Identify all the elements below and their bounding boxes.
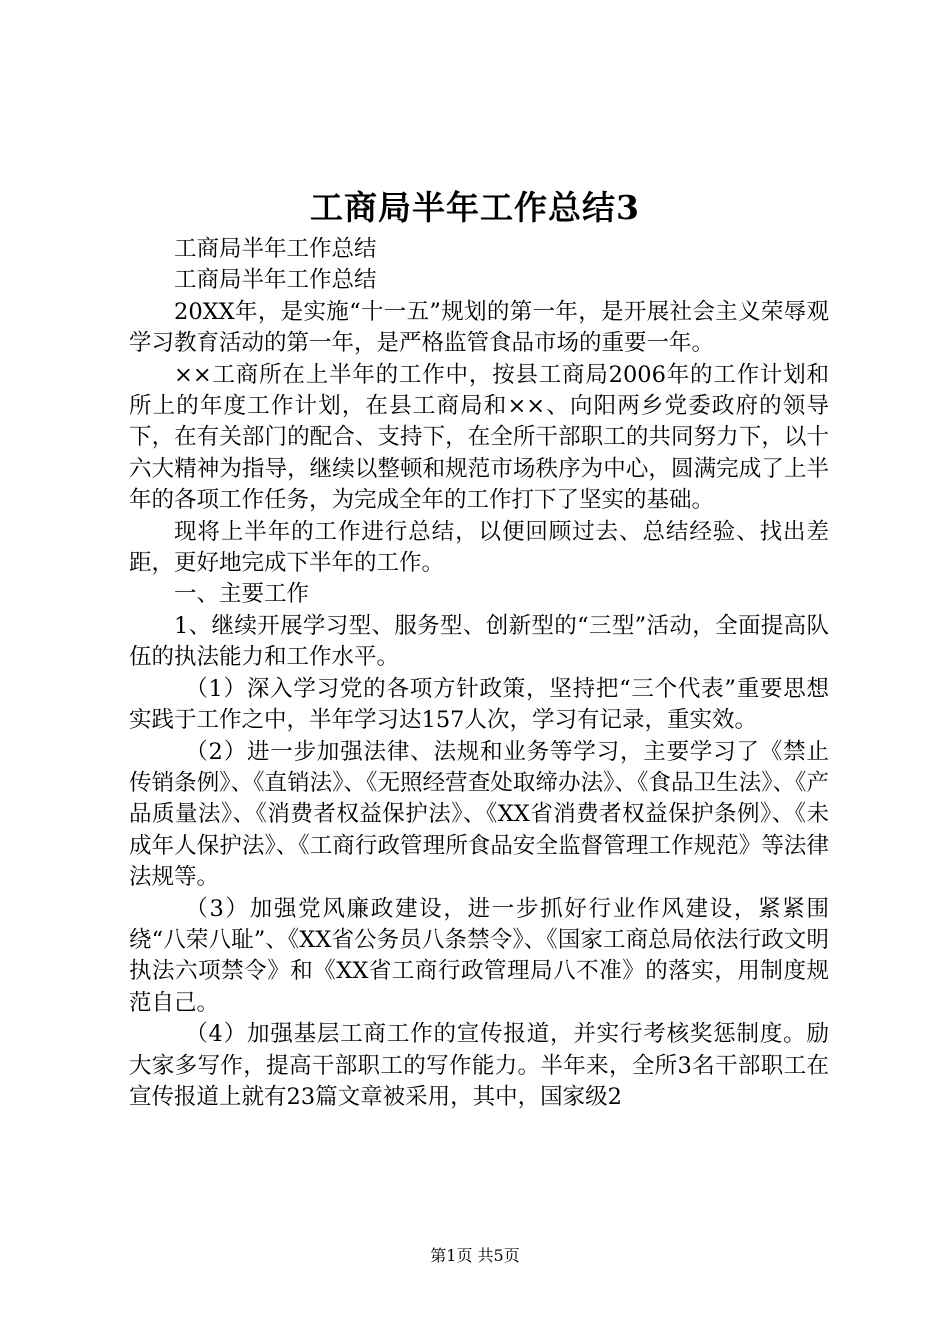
document-title: 工商局半年工作总结3 xyxy=(310,188,640,227)
paragraph-subitem-1: （1）深入学习党的各项方针政策，坚持把“三个代表”重要思想实践于工作之中，半年学习达157人次，学习有记录，重实效。 xyxy=(129,675,829,734)
paragraph-subitem-4: （4）加强基层工商工作的宣传报道，并实行考核奖惩制度。励大家多写作，提高干部职工的写作能力。半年来，全所3名干部职工在宣传报道上就有23篇文章被采用，其中，国家级2 xyxy=(129,1021,829,1110)
paragraph-purpose: 现将上半年的工作进行总结，以便回顾过去、总结经验、找出差距，更好地完成下半年的工作。 xyxy=(129,518,829,577)
paragraph-subitem-3: （3）加强党风廉政建设，进一步抓好行业作风建设，紧紧围绕“八荣八耻”、《XX省公务员八条禁令》、《国家工商总局依法行政文明执法六项禁令》和《XX省工商行政管理局八不准》的落实，用制度规范自己。 xyxy=(129,895,829,1016)
paragraph-heading-1: 工商局半年工作总结 xyxy=(174,236,377,262)
paragraph-heading-2: 工商局半年工作总结 xyxy=(174,267,377,294)
section-heading-main-work: 一、主要工作 xyxy=(174,581,310,608)
paragraph-item-1: 1、继续开展学习型、服务型、创新型的“三型”活动，全面提高队伍的执法能力和工作水平。 xyxy=(129,612,829,671)
paragraph-subitem-2: （2）进一步加强法律、法规和业务等学习，主要学习了《禁止传销条例》、《直销法》、《无照经营查处取缔办法》、《食品卫生法》、《产品质量法》、《消费者权益保护法》、《XX省消费者权益保护条例》、《未成年人保护法》、《工商行政管理所食品安全监督管理工作规范》等法律法规等。 xyxy=(129,738,829,891)
document-body xyxy=(129,234,829,1113)
page-number: 第1页 共5页 xyxy=(430,1246,520,1265)
paragraph-summary: ××工商所在上半年的工作中，按县工商局2006年的工作计划和所上的年度工作计划，在县工商局和××、向阳两乡党委政府的领导下，在有关部门的配合、支持下，在全所干部职工的共同努力下，以十六大精神为指导，继续以整顿和规范市场秩序为中心，圆满完成了上半年的各项工作任务，为完成全年的工作打下了坚实的基础。 xyxy=(129,361,829,514)
paragraph-intro: 20XX年，是实施“十一五”规划的第一年，是开展社会主义荣辱观学习教育活动的第一年，是严格监管食品市场的重要一年。 xyxy=(129,298,829,357)
